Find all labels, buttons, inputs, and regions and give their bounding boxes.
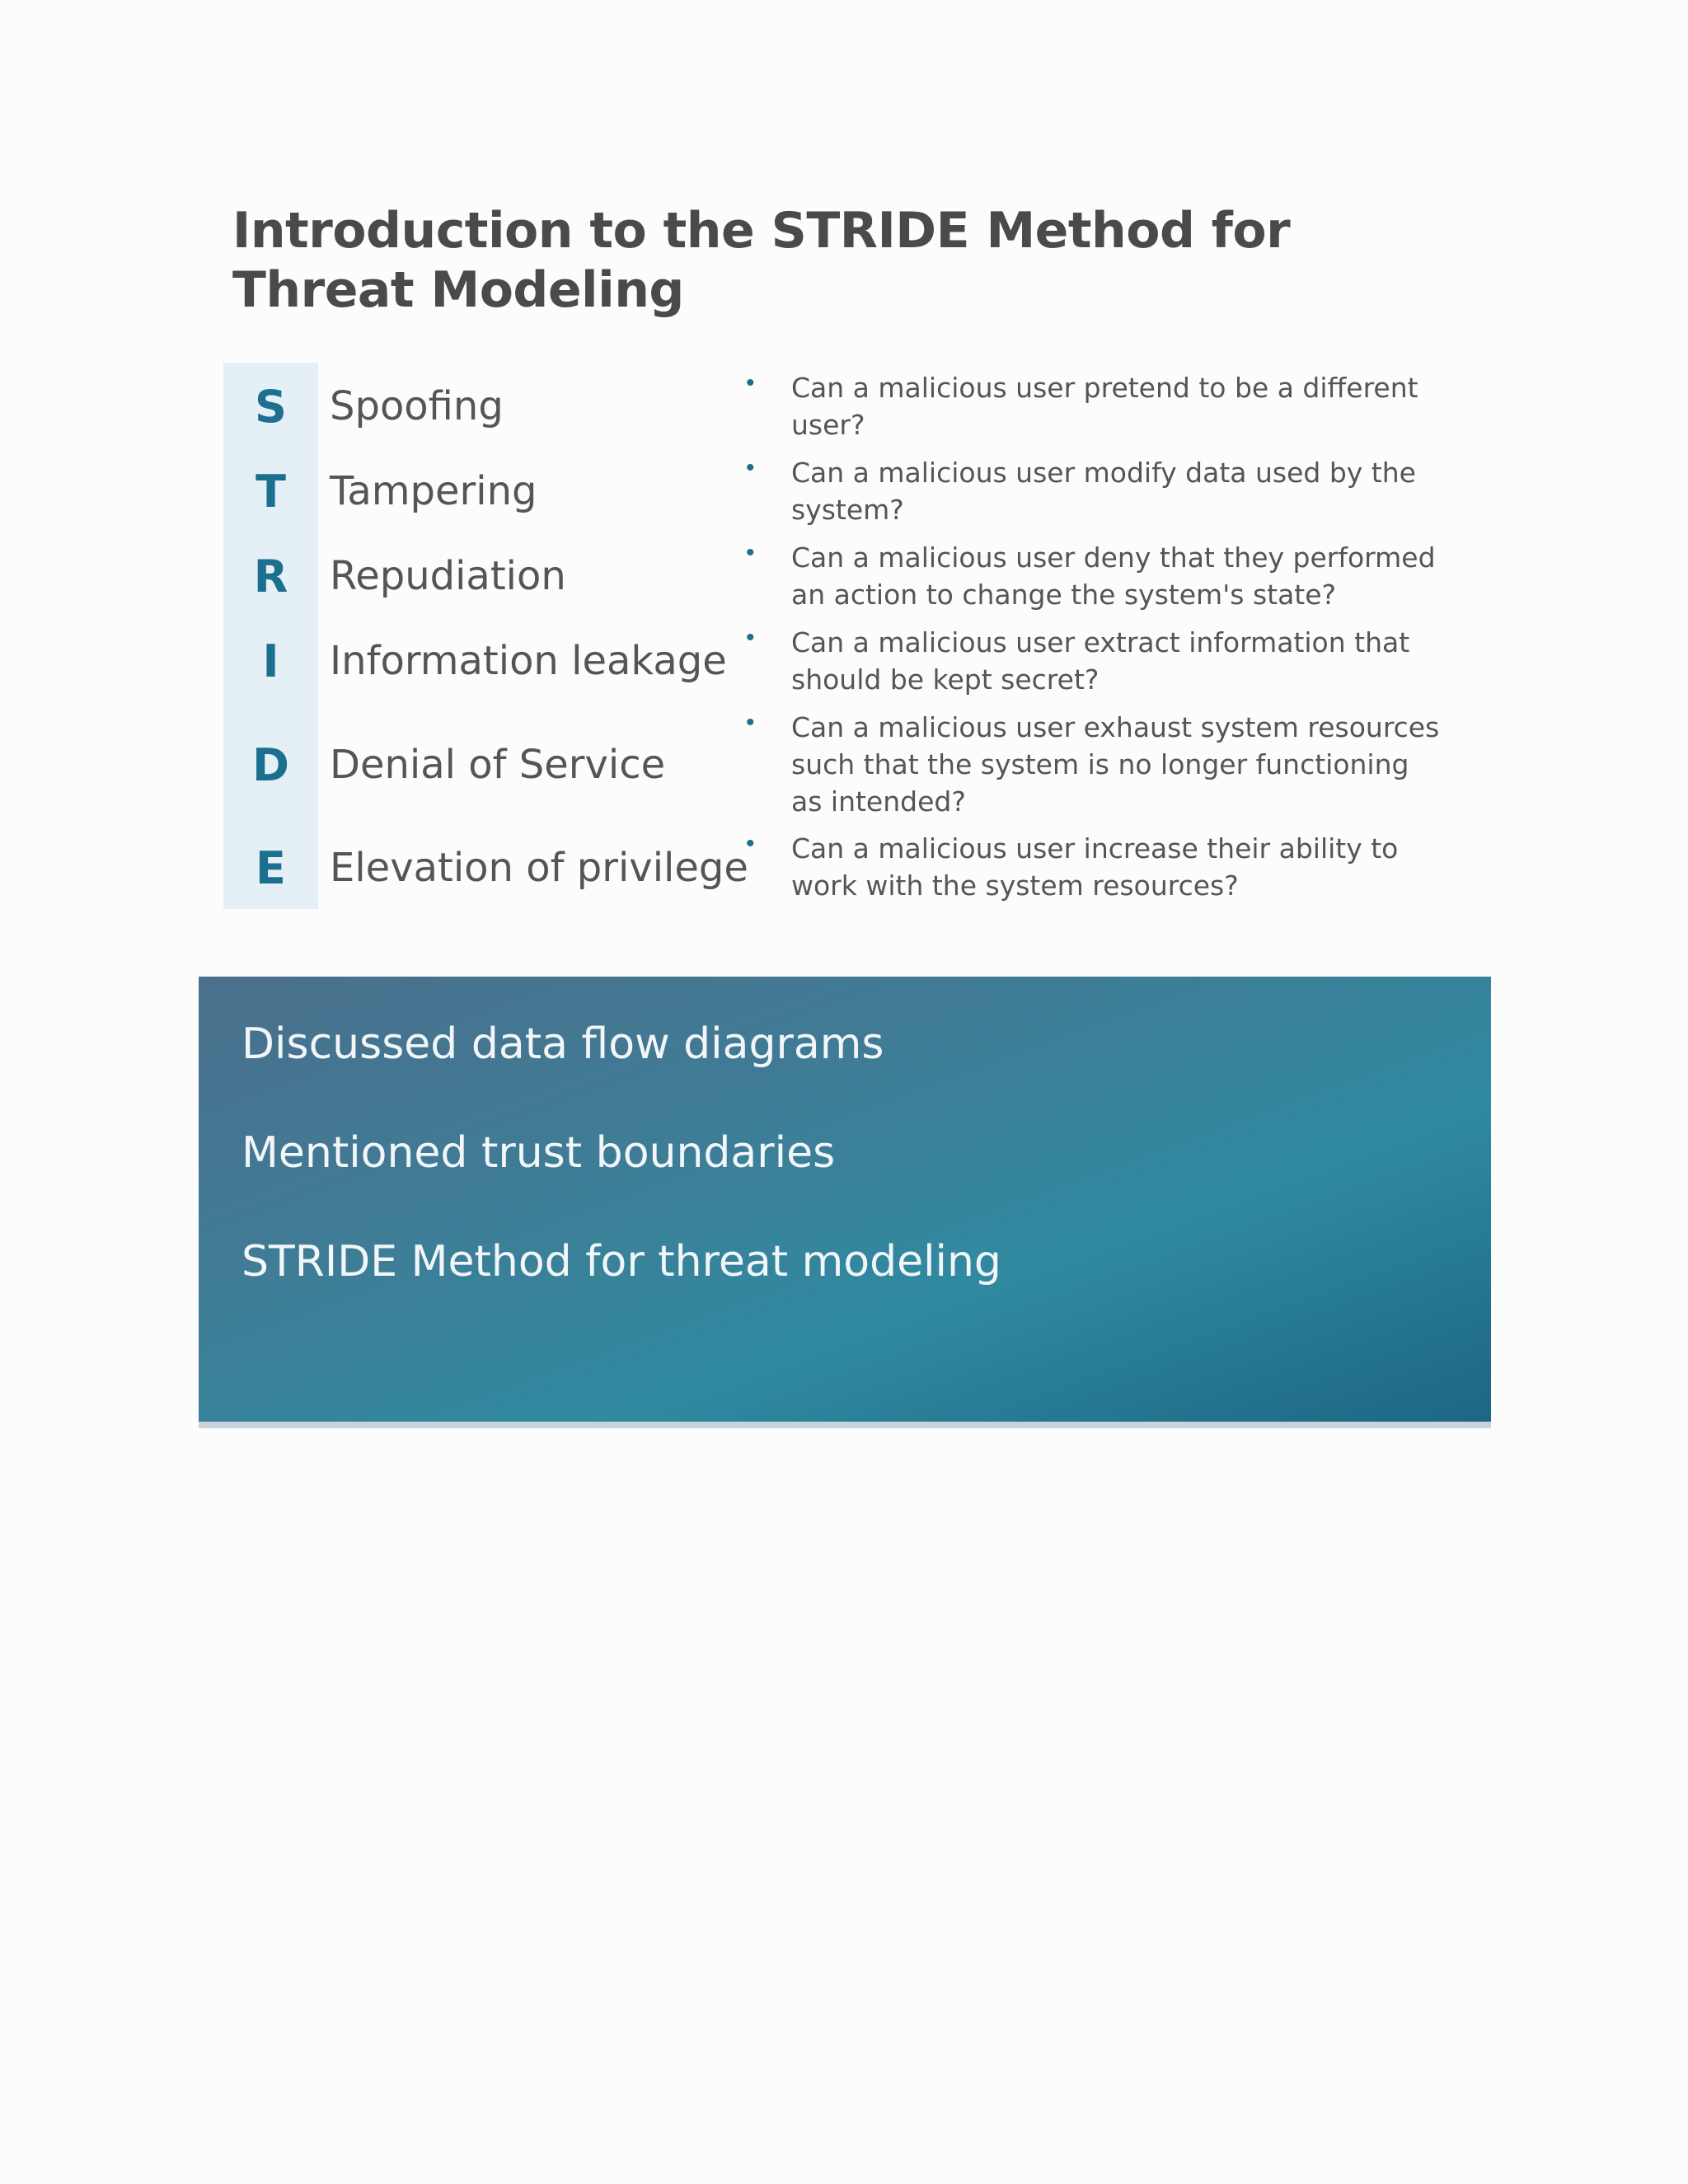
stride-term: Tampering [330, 468, 537, 514]
bullet-icon: • [746, 709, 755, 736]
stride-term: Repudiation [330, 553, 566, 599]
stride-term: Denial of Service [330, 742, 666, 788]
stride-letter: D [252, 739, 289, 791]
stride-question: Can a malicious user extract information that should be kept secret? [791, 626, 1410, 696]
summary-panel [199, 977, 1491, 1422]
stride-question: Can a malicious user deny that they performed an action to change the system's state? [791, 541, 1436, 611]
stride-term: Information leakage [330, 638, 727, 684]
stride-letter: E [256, 842, 286, 894]
stride-term: Elevation of privilege [330, 845, 748, 891]
stride-question: Can a malicious user exhaust system resources such that the system is no longer functioning as intended? [791, 711, 1440, 818]
stride-letter: T [256, 466, 286, 518]
stride-question: Can a malicious user pretend to be a different user? [791, 372, 1418, 441]
summary-item: Discussed data flow diagrams [241, 1019, 884, 1069]
stride-term: Spoofing [330, 383, 504, 429]
stride-letter: S [255, 381, 287, 433]
stride-slide [0, 0, 1688, 915]
summary-item: Mentioned trust boundaries [241, 1128, 836, 1178]
stride-letter: R [253, 551, 288, 602]
slide-title: Introduction to the STRIDE Method for Threat Modeling [232, 202, 1291, 319]
bullet-icon: • [746, 830, 755, 857]
bullet-icon: • [746, 539, 755, 566]
summary-item: STRIDE Method for threat modeling [241, 1237, 1001, 1286]
stride-question: Can a malicious user modify data used by the system? [791, 457, 1416, 526]
stride-question: Can a malicious user increase their ability to work with the system resources? [791, 832, 1399, 902]
stride-letter: I [262, 635, 279, 687]
bullet-icon: • [746, 454, 755, 481]
bullet-icon: • [746, 369, 755, 396]
bullet-icon: • [746, 624, 755, 651]
